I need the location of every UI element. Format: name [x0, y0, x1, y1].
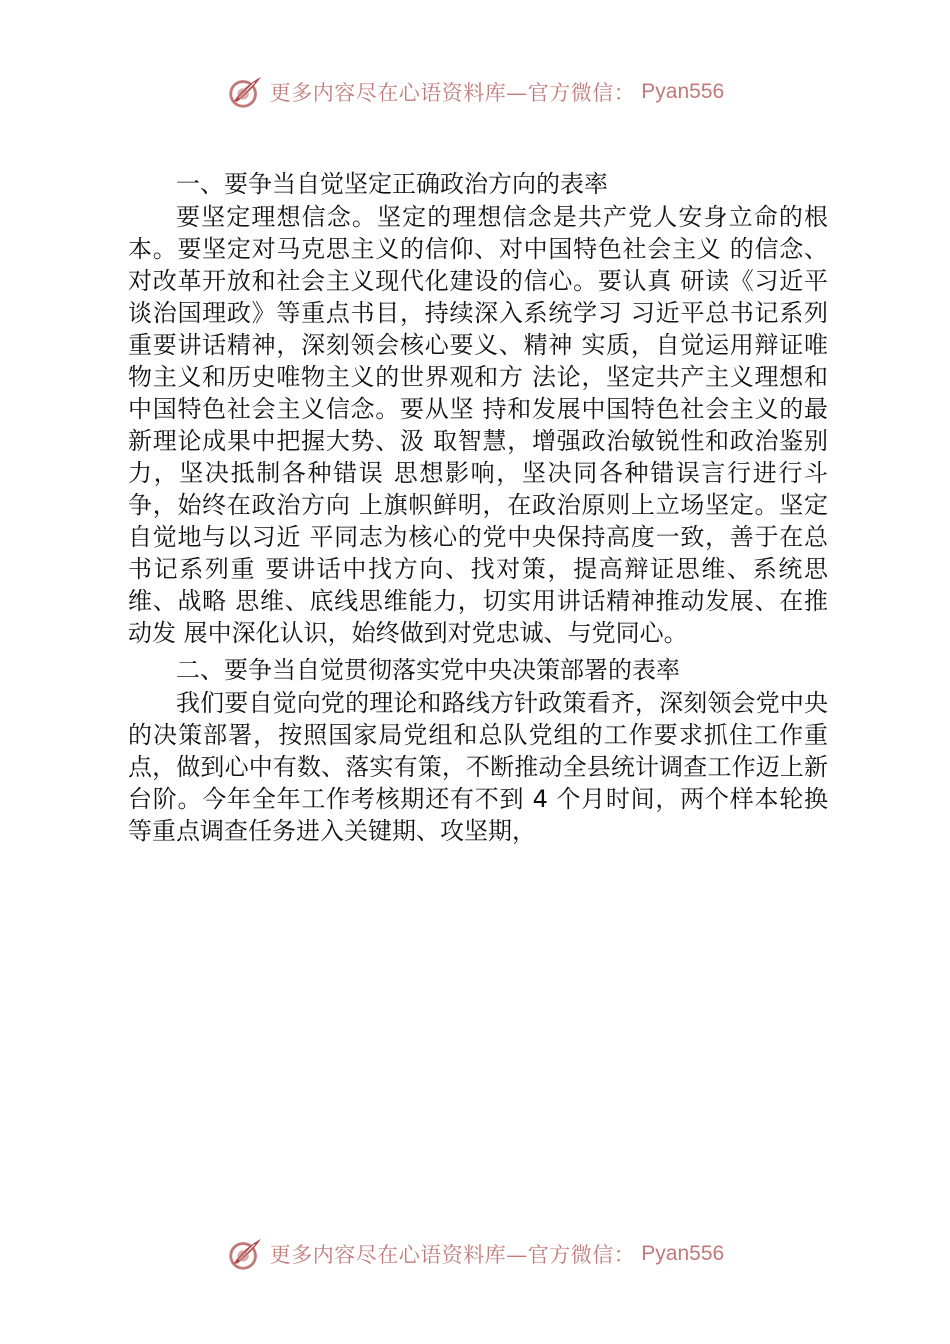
- watermark-text: 更多内容尽在心语资料库—官方微信：: [269, 1243, 636, 1267]
- section-paragraph-1: 要坚定理想信念。坚定的理想信念是共产党人安身立命的根本。要坚定对马克思主义的信仰、对中国特色社会主义 的信念、对改革开放和社会主义现代化建设的信心。要认真 研读《习近平谈治国理政》等重点书目，持续深入系统学习 习近平总书记系列重要讲话精神，深刻领会核心要义、精神 实质，自觉运用辩证唯物主义和历史唯物主义的世界观和方 法论，坚定共产主义理想和中国特色社会主义信念。要从坚 持和发展中国特色社会主义的最新理论成果中把握大势、汲 取智慧，增强政治敏锐性和政治鉴别力，坚决抵制各种错误 思想影响，坚决同各种错误言行进行斗争，始终在政治方向 上旗帜鲜明，在政治原则上立场坚定。坚定自觉地与以习近 平同志为核心的党中央保持高度一致，善于在总书记系列重 要讲话中找方向、找对策，提高辩证思维、系统思维、战略 思维、底线思维能力，切实用讲话精神推动发展、在推动发 展中深化认识，始终做到对党忠诚、与党同心。: [128, 203, 828, 647]
- watermark-handle: Pyan556: [641, 80, 725, 103]
- watermark-footer: [0, 1232, 950, 1276]
- feather-pen-seal-icon: [226, 1235, 264, 1273]
- watermark-handle: Pyan556: [641, 1242, 725, 1265]
- section-heading-2: 二、要争当自觉贯彻落实党中央决策部署的表率: [176, 656, 680, 684]
- section-heading-1: 一、要争当自觉坚定正确政治方向的表率: [176, 170, 608, 198]
- section-paragraph-2: 我们要自觉向党的理论和路线方针政策看齐，深刻领会党中央的决策部署，按照国家局党组和总队党组的工作要求抓住工作重点，做到心中有数、落实有策，不断推动全县统计调查工作迈上新台阶。今年全年工作考核期还有不到 4 个月时间，两个样本轮换等重点调查任务进入关键期、攻坚期，: [128, 689, 828, 845]
- feather-pen-seal-icon: [226, 73, 264, 111]
- document-body: [128, 167, 828, 847]
- watermark-header: [0, 70, 950, 114]
- watermark-text: 更多内容尽在心语资料库—官方微信：: [269, 81, 636, 105]
